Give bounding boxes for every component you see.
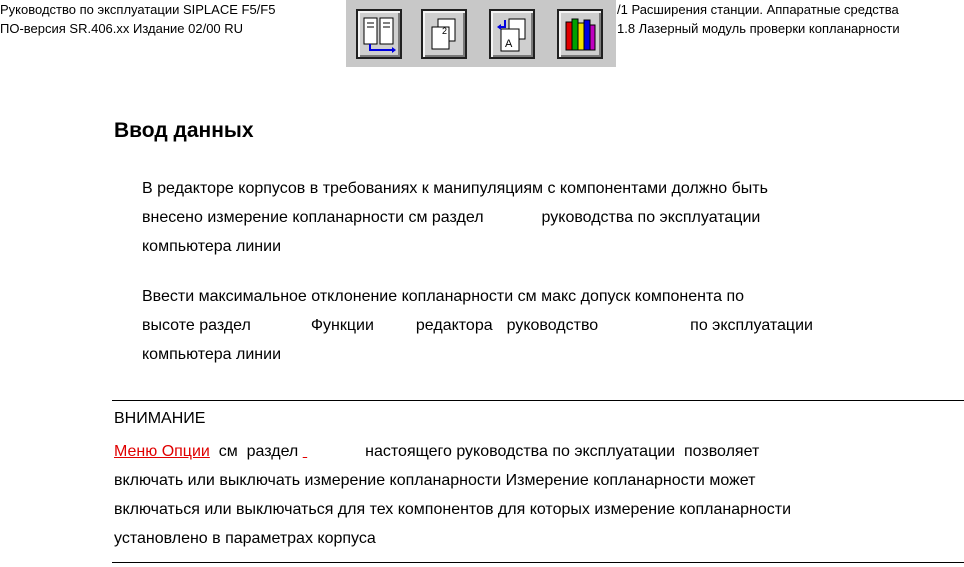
svg-text:2: 2	[442, 26, 448, 36]
manual-title: Руководство по эксплуатации SIPLACE F5/F5	[0, 2, 276, 17]
toolbar	[346, 0, 616, 67]
pages-icon	[427, 16, 461, 54]
p2-line-2: высоте раздел Функции редактора руководство по эксплуатации	[142, 317, 813, 334]
divider-bottom	[112, 562, 964, 563]
svg-text:A: A	[505, 38, 513, 50]
p1-line-3: компьютера линии	[142, 238, 281, 255]
columns-doc-icon	[362, 16, 396, 54]
attention-line-2: включать или выключать измерение копланарности Измерение копланарности может	[114, 472, 756, 489]
paragraph-max-deviation	[142, 282, 952, 369]
divider-top	[112, 400, 964, 401]
attention-line-1: Меню Опции см раздел настоящего руководства по эксплуатации позволяет	[114, 437, 964, 466]
attention-body	[114, 437, 964, 553]
software-version: ПО-версия SR.406.xx Издание 02/00 RU	[0, 21, 244, 36]
columns-doc-button[interactable]	[356, 9, 402, 59]
section-reference-blank	[303, 437, 361, 466]
pages-button[interactable]	[421, 9, 467, 59]
section-heading: Ввод данных	[114, 119, 254, 142]
p2-line-3: компьютера линии	[142, 346, 281, 363]
doc-arrow-icon	[495, 16, 529, 54]
chapter-title: /1 Расширения станции. Аппаратные средства	[617, 2, 899, 17]
attention-line-4: установлено в параметрах корпуса	[114, 530, 376, 547]
document-header-right	[617, 0, 900, 38]
books-icon	[563, 16, 597, 54]
paragraph-data-entry	[142, 174, 952, 261]
p1-line-2: внесено измерение копланарности см раздел руководства по эксплуатации	[142, 209, 761, 226]
attention-line-3: включаться или выключаться для тех компонентов для которых измерение копланарности	[114, 501, 792, 518]
p2-line-1: Ввести максимальное отклонение копланарности см макс допуск компонента по	[142, 288, 745, 305]
options-menu-link[interactable]: Меню Опции	[114, 443, 210, 460]
p1-line-1: В редакторе корпусов в требованиях к манипуляциям с компонентами должно быть	[142, 180, 768, 197]
section-title: 1.8 Лазерный модуль проверки копланарности	[617, 21, 900, 36]
doc-arrow-button[interactable]	[489, 9, 535, 59]
books-button[interactable]	[557, 9, 603, 59]
attention-title: ВНИМАНИЕ	[114, 410, 206, 427]
document-header-left	[0, 0, 275, 38]
